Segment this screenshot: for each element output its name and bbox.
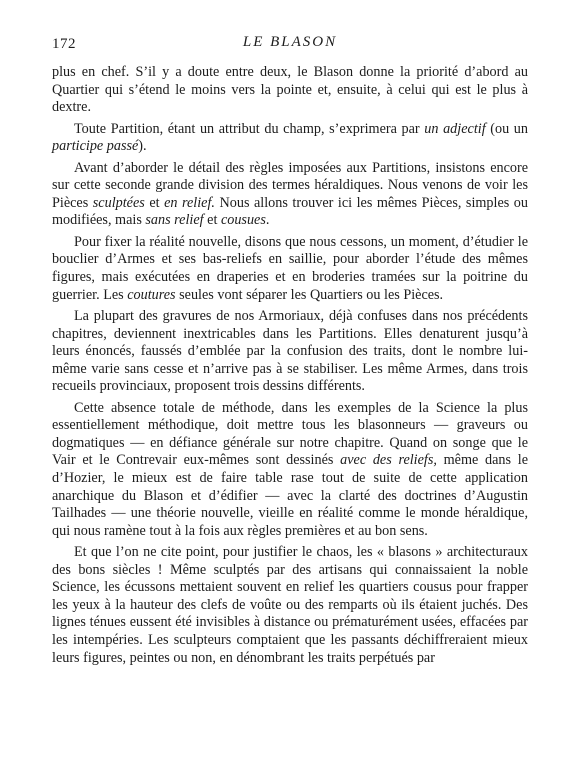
paragraph — [52, 64, 528, 117]
paragraph — [52, 160, 528, 230]
text-segment: . — [265, 212, 270, 229]
paragraph — [52, 400, 528, 540]
text-segment: Et que l’on ne cite point, pour justifier le chaos, les « blasons » architecturaux des bons siècles ! Même sculptés par des artisans qui connaissaient la noble Science, les écussons mettaient souvent en relief les quartiers cousus pour frapper les yeux à la hauteur des clefs de voûte ou des remparts où ils étaient juchés. Des lignes ténues eussent été invisibles à distance ou prématurément usées, effacées par les intempéries. Les sculpteurs comptaient que les passants déchiffreraient mieux leurs figures, peintes ou non, en dénombrant les traits perpétués par — [52, 544, 528, 666]
italic-term: sans relief — [145, 212, 204, 229]
italic-term: participe passé — [52, 138, 139, 155]
text-segment: (ou un — [485, 120, 528, 137]
italic-term: coutures — [127, 286, 176, 303]
text-segment: plus en chef. S’il y a doute entre deux, le Blason donne la priorité d’abord au Quartier qui s’étend le moins vers la pointe et, ensuite, à celui qui est le plus à dextre. — [52, 64, 528, 116]
page-number: 172 — [52, 36, 76, 52]
text-segment: même dans le d’Hozier, le mieux est de faire table rase tout de suite de cette application anarchique du Blason et d’édifier — avec la clarté des doctrines d’Augustin Tailhades — une théorie nouvelle, vieille en réalité comme le monde héraldique, qui nous ramène tout à la fois aux règles premières et au bon sens. — [52, 452, 528, 539]
italic-term: cousues — [220, 212, 266, 229]
paragraph — [52, 234, 528, 304]
paragraph — [52, 308, 528, 396]
running-title: LE BLASON — [242, 34, 338, 50]
text-segment: Toute Partition, étant un attribut du champ, s’exprimera par — [74, 120, 425, 137]
text-segment: seules vont séparer les Quartiers ou les Pièces. — [175, 286, 444, 303]
italic-term: sculptées — [92, 194, 145, 211]
italic-term: un adjectif — [424, 120, 486, 137]
text-segment: ). — [138, 138, 147, 155]
body-text — [52, 64, 528, 667]
italic-term: avec des reliefs, — [340, 452, 437, 469]
page-header — [52, 30, 528, 64]
book-page — [52, 30, 528, 667]
text-segment: Avant d’aborder le détail des règles imposées aux Partitions, insistons encore sur cette seconde grande division des termes héraldiques. Nous venons de voir les Pièces — [52, 159, 528, 211]
paragraph — [52, 121, 528, 156]
text-segment: et — [144, 194, 165, 211]
text-segment: et — [203, 212, 221, 229]
text-segment: La plupart des gravures de nos Armoriaux, déjà confuses dans nos précédents chapitres, deviennent inextricables dans les Partitions. Elles denaturent jusqu’à leurs énoncés, faussés d’emblée par la confusion des traits, dont le nombre lui-même varie sans cesse et n’arrive pas à se stabiliser. Les même Armes, dans trois recueils provinciaux, proposent trois dessins différents. — [52, 308, 528, 395]
paragraph — [52, 544, 528, 667]
italic-term: en relief. — [164, 194, 215, 211]
text-segment: Nous allons trouver ici les mêmes Pièces, simples ou modifiées, mais — [52, 194, 528, 229]
text-segment: Cette absence totale de méthode, dans les exemples de la Science la plus essentiellement méthodique, doit mettre tous les blasonneurs — graveurs ou dogmatiques — en défiance générale sur notre chapitre. Quand on songe que le Vair et le Contrevair eux-mêmes sont dessinés — [52, 399, 528, 469]
text-segment: Pour fixer la réalité nouvelle, disons que nous cessons, un moment, d’étudier le bouclier d’Armes et ses bas-reliefs en saillie, pour aborder l’étude des mêmes figures, mais exécutées en draperies et en broderies tramées sur la poitrine du guerrier. Les — [52, 233, 528, 303]
